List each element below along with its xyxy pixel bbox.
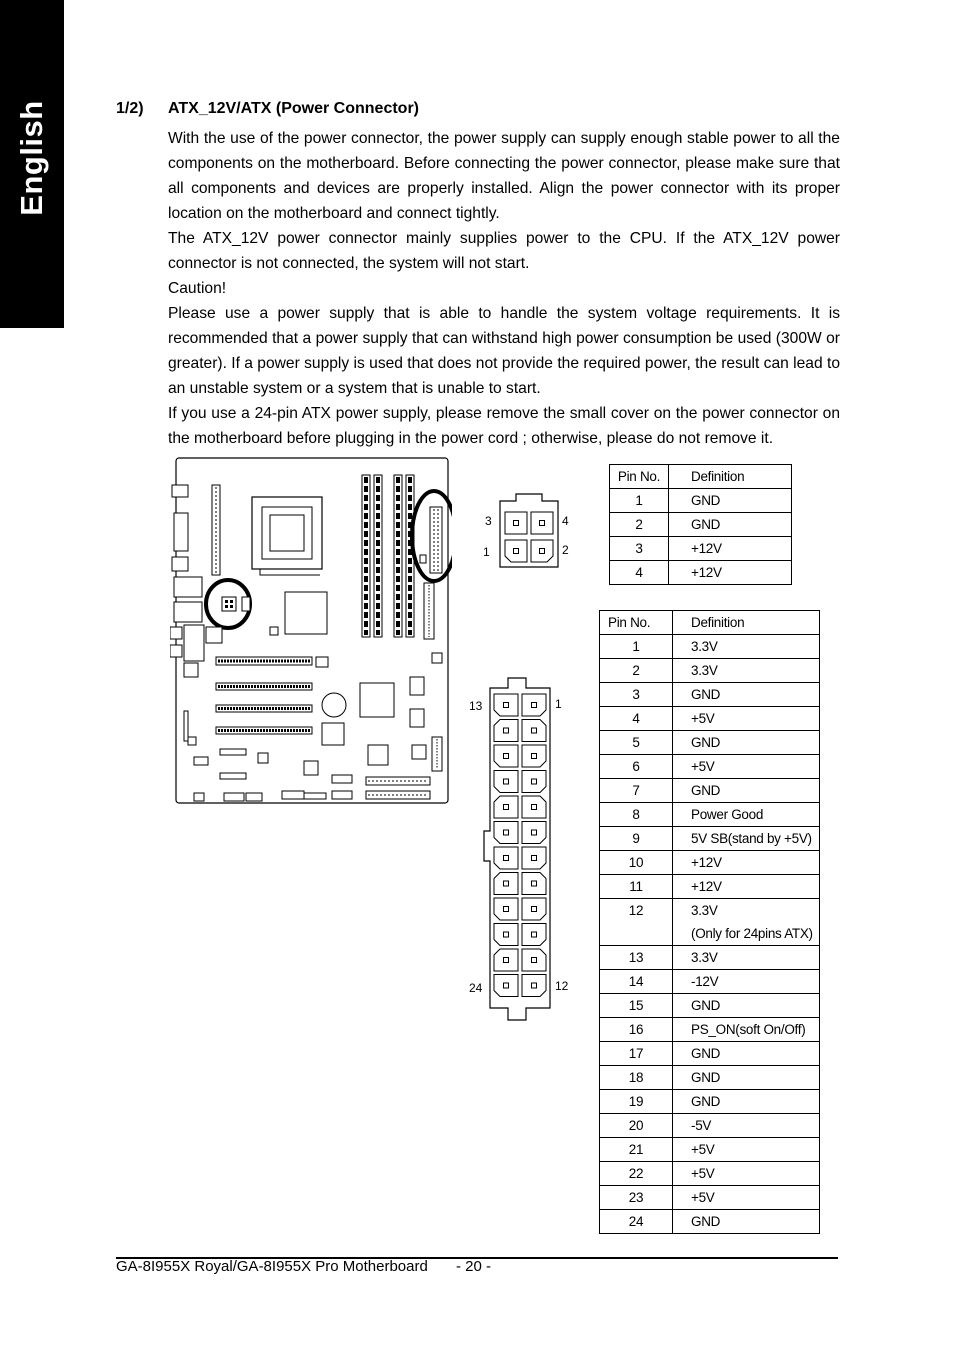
table-row xyxy=(610,537,792,561)
caution-label: Caution! xyxy=(168,280,227,297)
pin-definition-cell: Power Good xyxy=(673,803,820,827)
pin-hole xyxy=(504,703,509,708)
pin-number-cell: 18 xyxy=(600,1066,673,1090)
pin-label: 2 xyxy=(562,543,569,557)
pin-definition-cell: GND xyxy=(673,779,820,803)
pin-definition-cell: GND xyxy=(673,1042,820,1066)
table-row xyxy=(600,803,820,827)
pin-hole xyxy=(504,983,509,988)
pin-number-cell: 21 xyxy=(600,1138,673,1162)
pin-hole xyxy=(504,958,509,963)
table-row xyxy=(600,635,820,659)
paragraph: Please use a power supply that is able to handle the system voltage requirements. It is recommended that a power supply that can withstand high power consumption be used (300W or greater). If a power supply is used that does not provide the required power, the result can lead to an unstable system or a system that is unable to start. xyxy=(168,305,840,397)
pin-label: 12 xyxy=(555,979,569,993)
table-row xyxy=(600,683,820,707)
pin-definition-cell: PS_ON(soft On/Off) xyxy=(673,1018,820,1042)
pin-definition-cell: +5V xyxy=(673,1138,820,1162)
pin-hole xyxy=(532,983,537,988)
pin-number-cell: 2 xyxy=(600,659,673,683)
pin-hole xyxy=(504,830,509,835)
pin-label: 1 xyxy=(555,697,562,711)
pin-definition-cell: 3.3V xyxy=(673,946,820,970)
pin-number-cell: 3 xyxy=(600,683,673,707)
table-row xyxy=(600,1066,820,1090)
paragraph: With the use of the power connector, the power supply can supply enough stable power to all the components on the motherboard. Before connecting the power connector, please make sure that all components and devices are properly installed. Align the power connector with its proper location on the motherboard and connect tightly. xyxy=(168,130,840,222)
table-row xyxy=(600,1186,820,1210)
pin-number-cell: 1 xyxy=(600,635,673,659)
pin-definition-cell: GND xyxy=(673,994,820,1018)
pin-definition-cell: GND xyxy=(673,1066,820,1090)
pin-number-cell: 3 xyxy=(610,537,669,561)
table-header-row xyxy=(610,465,792,489)
pin-number-cell: 11 xyxy=(600,875,673,899)
pin-number-cell: 12 xyxy=(600,899,673,923)
pin-definition-cell: GND xyxy=(673,731,820,755)
header-definition: Definition xyxy=(669,465,792,489)
pin-definition-cell: GND xyxy=(673,683,820,707)
pin-number-cell: 4 xyxy=(610,561,669,585)
language-tab xyxy=(0,0,64,328)
paragraph: The ATX_12V power connector mainly supplies power to the CPU. If the ATX_12V power connector is not connected, the system will not start. xyxy=(168,230,840,272)
pin-number-cell: 1 xyxy=(610,489,669,513)
pin-hole xyxy=(504,779,509,784)
pin-hole xyxy=(532,728,537,733)
page-number: - 20 - xyxy=(456,1258,492,1275)
pin-number-cell: 19 xyxy=(600,1090,673,1114)
footer-model: GA-8I955X Royal/GA-8I955X Pro Motherboard xyxy=(116,1258,428,1275)
motherboard-diagram xyxy=(170,457,452,807)
table-row xyxy=(600,1042,820,1066)
pin-number-cell: 20 xyxy=(600,1114,673,1138)
section-number: 1/2) xyxy=(116,100,144,117)
table-header-row xyxy=(600,611,820,635)
pin-definition-cell: +5V xyxy=(673,755,820,779)
pin-definition-cell: GND xyxy=(669,513,792,537)
table-row xyxy=(600,899,820,923)
pin-definition-cell: 5V SB(stand by +5V) xyxy=(673,827,820,851)
pin-hole xyxy=(504,754,509,759)
pin-definition-cell: +5V xyxy=(673,707,820,731)
table-row xyxy=(600,1018,820,1042)
pin-number-cell: 23 xyxy=(600,1186,673,1210)
pin-number-cell: 17 xyxy=(600,1042,673,1066)
atx-pin-table xyxy=(599,610,820,1234)
table-row xyxy=(600,779,820,803)
pin-hole xyxy=(504,728,509,733)
table-row xyxy=(600,875,820,899)
pin-hole xyxy=(504,932,509,937)
pin-definition-cell: -12V xyxy=(673,970,820,994)
pin-hole xyxy=(532,830,537,835)
table-row xyxy=(600,1138,820,1162)
pin-hole xyxy=(532,805,537,810)
table-row xyxy=(600,994,820,1018)
pin-hole xyxy=(532,703,537,708)
table-row xyxy=(600,922,820,946)
header-pin-no: Pin No. xyxy=(600,611,673,635)
section-title: ATX_12V/ATX (Power Connector) xyxy=(168,100,419,117)
pin-definition-cell: +5V xyxy=(673,1186,820,1210)
pin-number-cell: 10 xyxy=(600,851,673,875)
atx12v-pin-table xyxy=(609,464,792,585)
table-row xyxy=(600,731,820,755)
pin-definition-cell: GND xyxy=(673,1210,820,1234)
pin-label: 1 xyxy=(483,545,490,559)
table-row xyxy=(600,1210,820,1234)
table-row xyxy=(600,707,820,731)
pin-label: 24 xyxy=(469,981,483,995)
pin-hole xyxy=(504,881,509,886)
pin-number-cell: 24 xyxy=(600,1210,673,1234)
pin-hole xyxy=(504,856,509,861)
pin-definition-cell: +12V xyxy=(673,851,820,875)
pin-hole xyxy=(532,958,537,963)
pin-definition-cell: 3.3V xyxy=(673,659,820,683)
table-row xyxy=(610,513,792,537)
pin-definition-cell: (Only for 24pins ATX) xyxy=(673,922,820,946)
table-row xyxy=(600,1090,820,1114)
pin-hole xyxy=(504,805,509,810)
table-row xyxy=(610,489,792,513)
table-row xyxy=(600,1162,820,1186)
table-row xyxy=(600,946,820,970)
pin-number-cell: 13 xyxy=(600,946,673,970)
pin-label: 13 xyxy=(469,699,483,713)
pin-definition-cell: GND xyxy=(673,1090,820,1114)
pin-hole xyxy=(532,754,537,759)
pin-definition-cell: 3.3V xyxy=(673,635,820,659)
atx-connector-diagram xyxy=(482,676,558,1024)
table-row xyxy=(600,827,820,851)
pin-hole xyxy=(532,907,537,912)
pin-label: 4 xyxy=(562,514,569,528)
pin-definition-cell: +12V xyxy=(673,875,820,899)
pin-definition-cell: +12V xyxy=(669,561,792,585)
pin-label: 3 xyxy=(485,514,492,528)
header-definition: Definition xyxy=(673,611,820,635)
table-row xyxy=(600,851,820,875)
pin-number-cell: 4 xyxy=(600,707,673,731)
pin-number-cell: 16 xyxy=(600,1018,673,1042)
pin-hole xyxy=(532,932,537,937)
table-row xyxy=(600,755,820,779)
pin-number-cell: 15 xyxy=(600,994,673,1018)
table-row xyxy=(610,561,792,585)
pin-hole xyxy=(504,907,509,912)
pin-number-cell: 22 xyxy=(600,1162,673,1186)
pin-hole xyxy=(532,856,537,861)
pin-hole xyxy=(532,881,537,886)
section-body xyxy=(168,126,840,451)
pin-number-cell: 2 xyxy=(610,513,669,537)
table-row xyxy=(600,659,820,683)
pin-number-cell: 8 xyxy=(600,803,673,827)
table-row xyxy=(600,970,820,994)
pin-number-cell xyxy=(600,922,673,946)
pin-number-cell: 6 xyxy=(600,755,673,779)
atx12v-connector-diagram xyxy=(494,493,564,571)
pin-definition-cell: GND xyxy=(669,489,792,513)
pin-definition-cell: 3.3V xyxy=(673,899,820,923)
paragraph: If you use a 24-pin ATX power supply, please remove the small cover on the power connector on the motherboard before plugging in the power cord ; otherwise, please do not remove it. xyxy=(168,405,840,447)
pin-number-cell: 7 xyxy=(600,779,673,803)
header-pin-no: Pin No. xyxy=(610,465,669,489)
pin-number-cell: 5 xyxy=(600,731,673,755)
table-row xyxy=(600,1114,820,1138)
pin-definition-cell: +5V xyxy=(673,1162,820,1186)
pin-number-cell: 14 xyxy=(600,970,673,994)
language-tab-label: English xyxy=(14,100,49,216)
pin-definition-cell: +12V xyxy=(669,537,792,561)
pin-number-cell: 9 xyxy=(600,827,673,851)
pin-definition-cell: -5V xyxy=(673,1114,820,1138)
pin-hole xyxy=(532,779,537,784)
